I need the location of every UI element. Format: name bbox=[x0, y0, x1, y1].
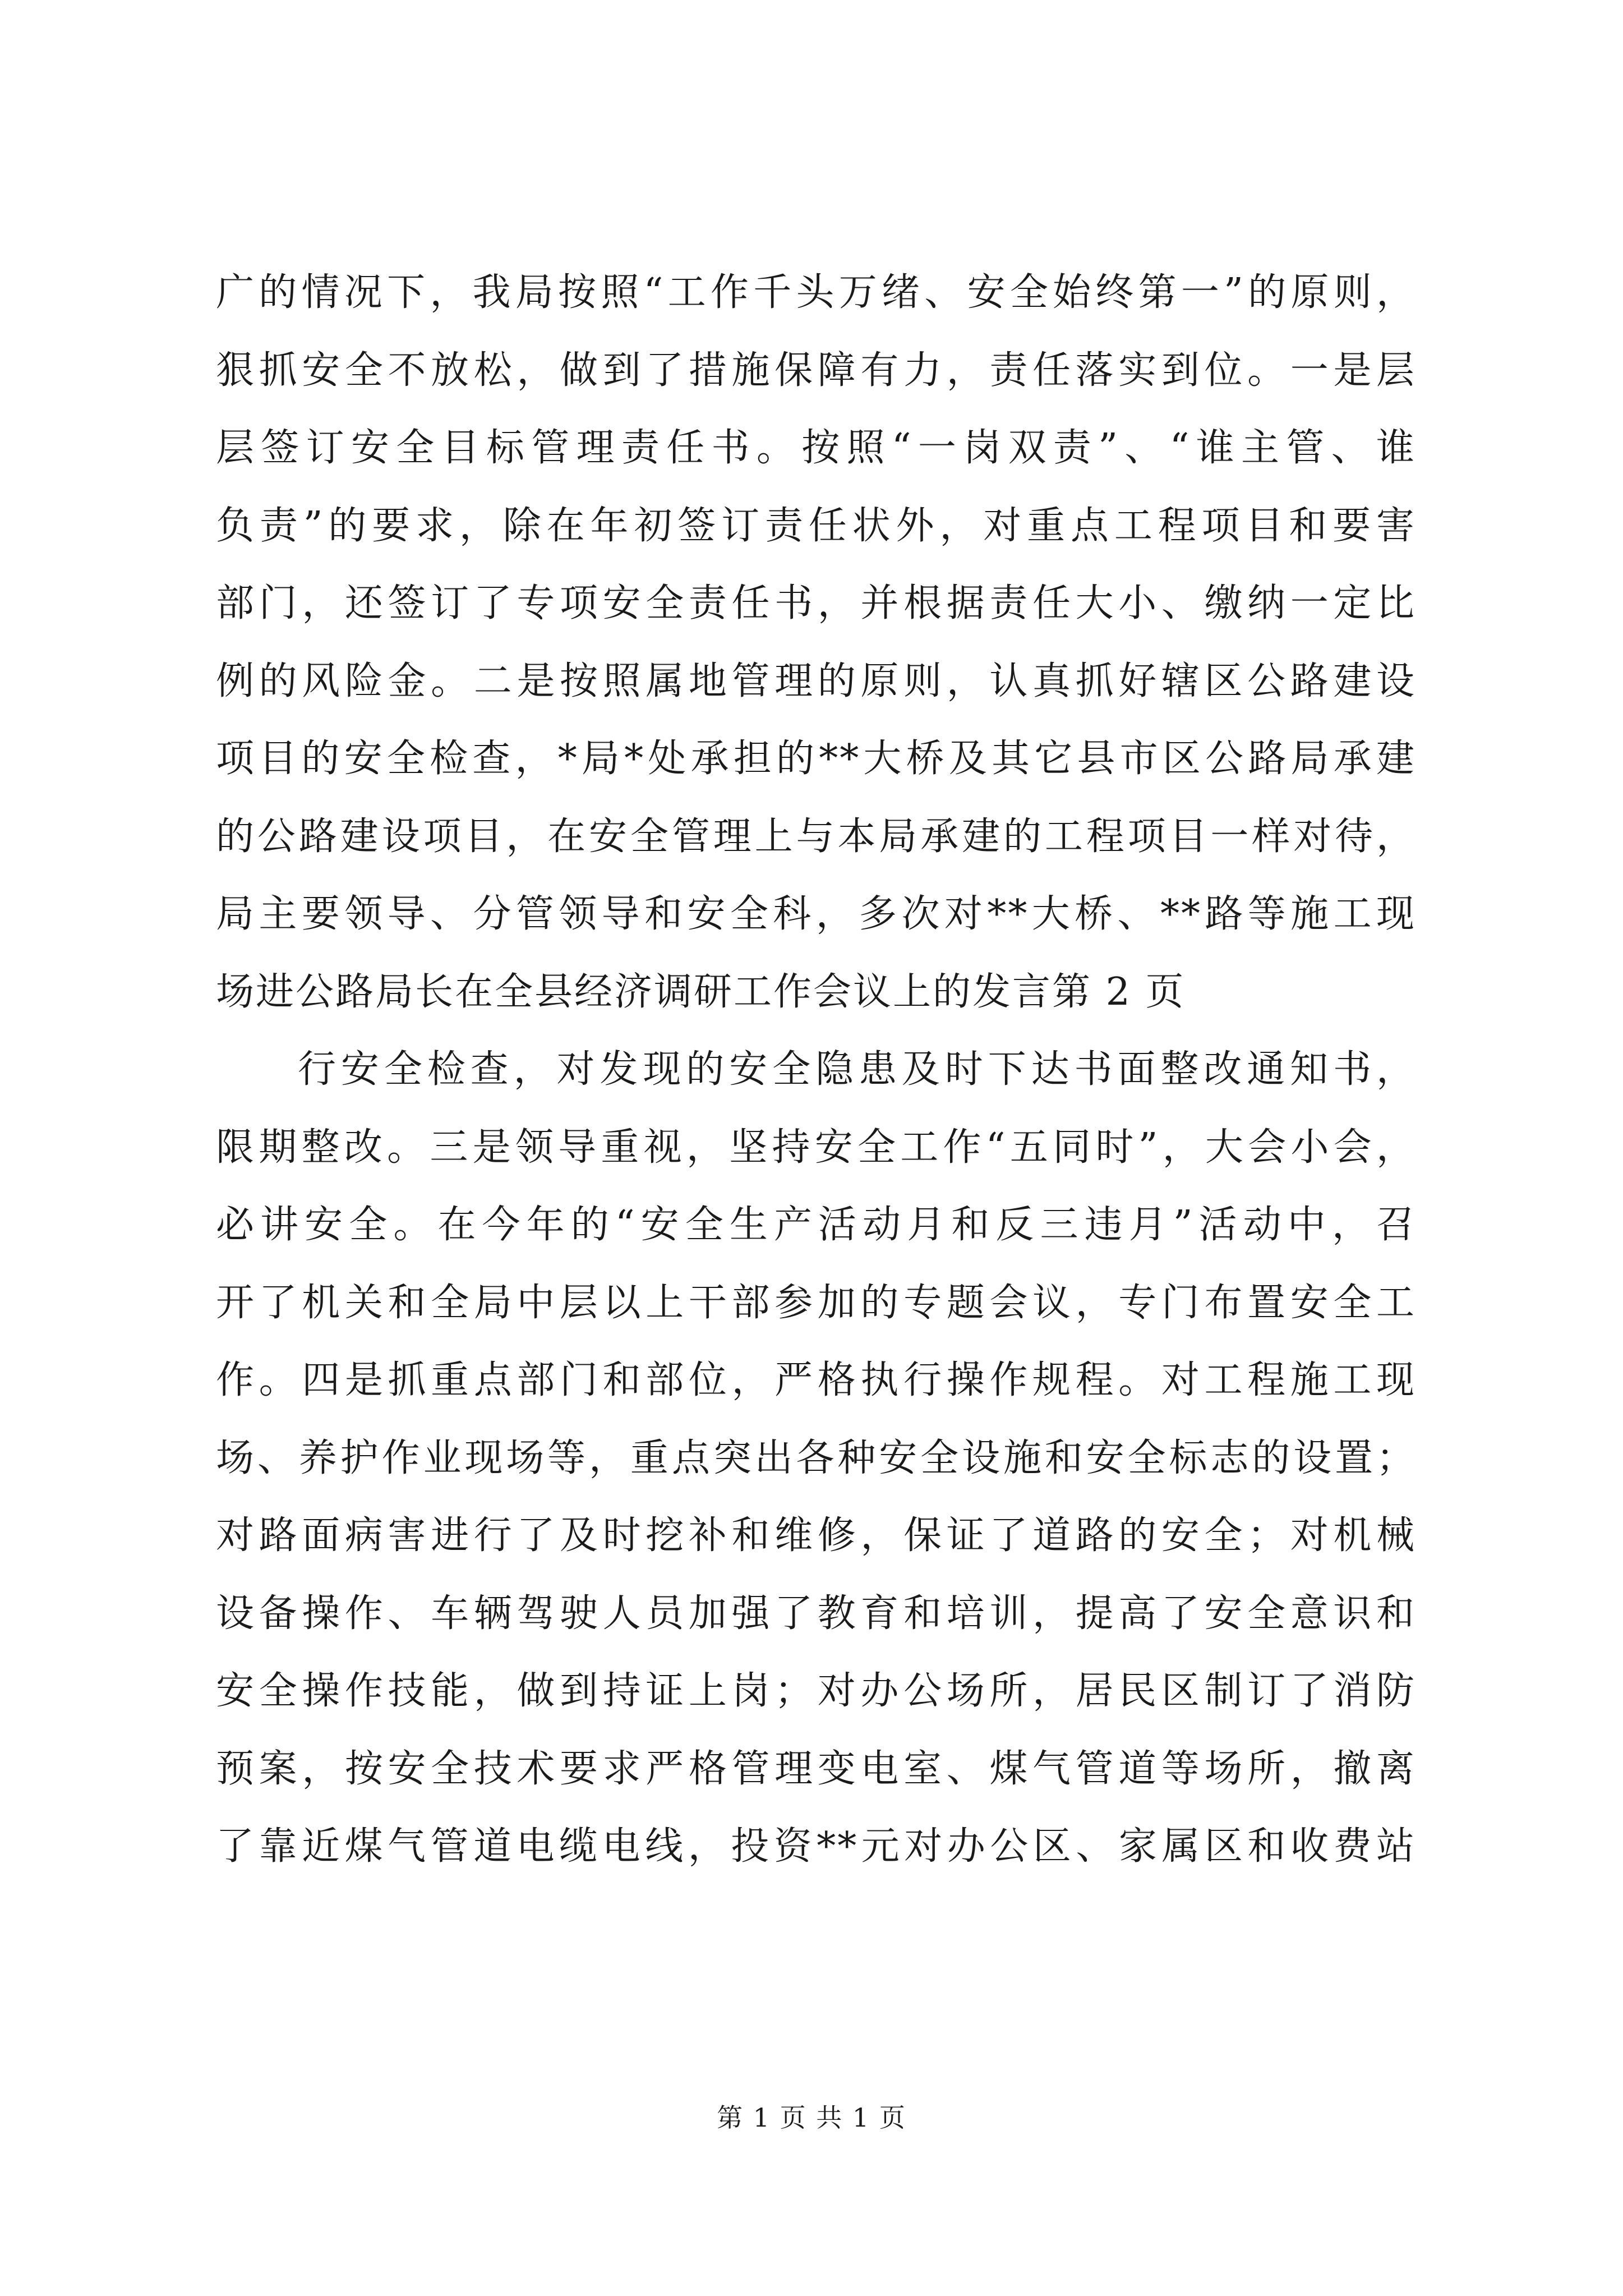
text-line: 预案，按安全技术要求严格管理变电室、煤气管道等场所，撤离 bbox=[216, 1746, 1416, 1791]
text-line: 层签订安全目标管理责任书。按照“一岗双责”、“谁主管、谁 bbox=[216, 426, 1416, 470]
text-line: 广的情况下，我局按照“工作千头万绪、安全始终第一”的原则， bbox=[216, 270, 1416, 315]
text-line: 的公路建设项目，在安全管理上与本局承建的工程项目一样对待， bbox=[216, 814, 1416, 859]
text-line: 了靠近煤气管道电缆电线，投资**元对办公区、家属区和收费站 bbox=[216, 1824, 1416, 1869]
document-body bbox=[216, 266, 1416, 1898]
text-line: 安全操作技能，做到持证上岗；对办公场所，居民区制订了消防 bbox=[216, 1669, 1416, 1713]
paragraph-2 bbox=[216, 1043, 1416, 1873]
text-line: 负责”的要求，除在年初签订责任状外，对重点工程项目和要害 bbox=[216, 503, 1416, 548]
text-line: 部门，还签订了专项安全责任书，并根据责任大小、缴纳一定比 bbox=[216, 581, 1416, 625]
text-line: 局主要领导、分管领导和安全科，多次对**大桥、**路等施工现 bbox=[216, 892, 1416, 936]
text-line: 对路面病害进行了及时挖补和维修，保证了道路的安全；对机械 bbox=[216, 1513, 1416, 1558]
text-line: 行安全检查，对发现的安全隐患及时下达书面整改通知书， bbox=[298, 1047, 1416, 1092]
text-line: 狠抓安全不放松，做到了措施保障有力，责任落实到位。一是层 bbox=[216, 348, 1416, 393]
text-line: 项目的安全检查，*局*处承担的**大桥及其它县市区公路局承建 bbox=[216, 737, 1416, 781]
paragraph-1 bbox=[216, 266, 1416, 1019]
text-line: 必讲安全。在今年的“安全生产活动月和反三违月”活动中，召 bbox=[216, 1203, 1416, 1247]
text-line: 限期整改。三是领导重视，坚持安全工作“五同时”，大会小会， bbox=[216, 1125, 1416, 1170]
text-line: 作。四是抓重点部门和部位，严格执行操作规程。对工程施工现 bbox=[216, 1358, 1416, 1402]
text-line: 设备操作、车辆驾驶人员加强了教育和培训，提高了安全意识和 bbox=[216, 1591, 1416, 1636]
text-line: 场、养护作业现场等，重点突出各种安全设施和安全标志的设置； bbox=[216, 1435, 1416, 1480]
text-line: 例的风险金。二是按照属地管理的原则，认真抓好辖区公路建设 bbox=[216, 659, 1416, 703]
text-line: 场进公路局长在全县经济调研工作会议上的发言第 2 页 bbox=[216, 969, 1186, 1014]
page-number-footer: 第 1 页 共 1 页 bbox=[717, 2102, 906, 2133]
text-line: 开了机关和全局中层以上干部参加的专题会议，专门布置安全工 bbox=[216, 1280, 1416, 1325]
